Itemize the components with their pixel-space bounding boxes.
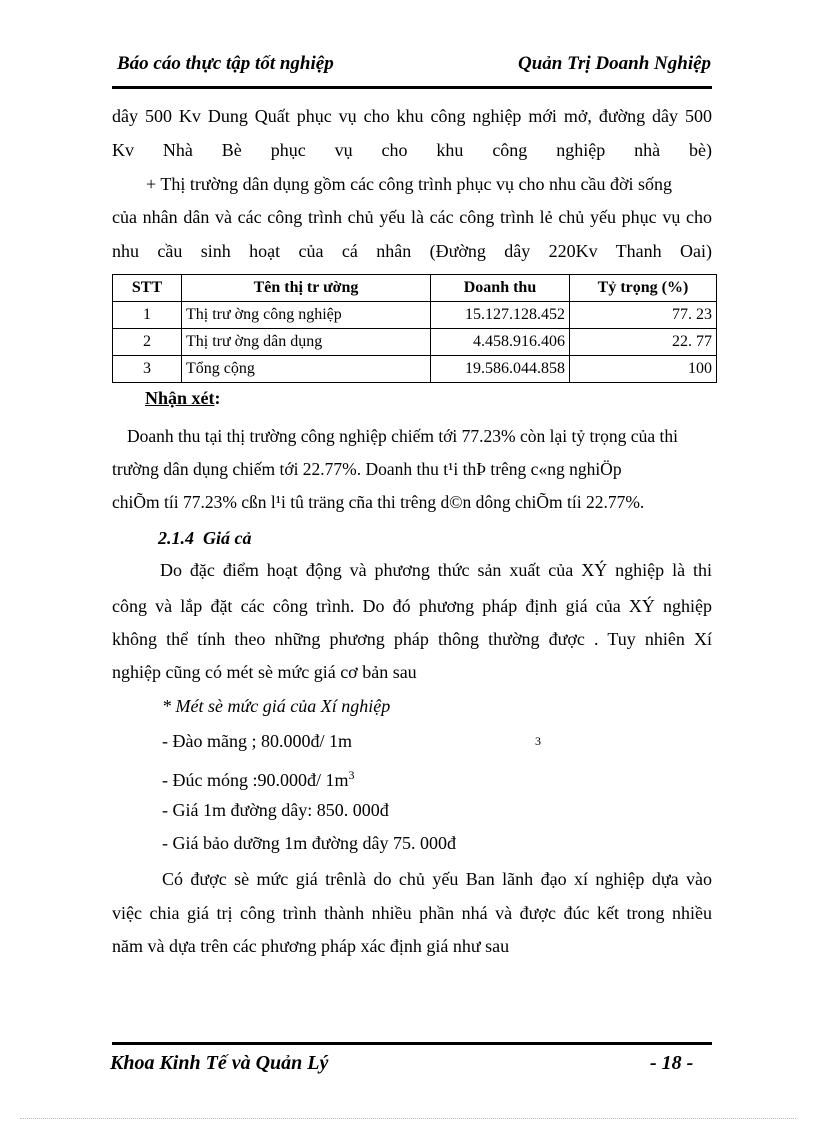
price-line: công và lắp đặt các công trình. Do đó phương pháp định giá của XÝ nghiệp: [112, 596, 712, 616]
table-header-row: [113, 275, 717, 302]
footer-left: Khoa Kinh Tế và Quản Lý: [110, 1052, 329, 1074]
price-item: [162, 765, 355, 790]
cell-revenue: 19.586.044.858: [431, 356, 570, 383]
remark-line: trường dân dụng chiếm tới 22.77%. Doanh thu t¹i thÞ trêng c«ng nghiÖp: [112, 459, 622, 479]
col-header-share: Tỷ trọng (%): [570, 275, 717, 302]
price-item: - Giá 1m đường dây: 850. 000đ: [162, 800, 389, 820]
col-header-stt: STT: [113, 275, 182, 302]
price-item-sup: 3: [535, 734, 541, 748]
paragraph-line: + Thị trường dân dụng gồm các công trình phục vụ cho nhu cầu đời sống: [146, 174, 673, 194]
header-left: Báo cáo thực tập tốt nghiệp: [117, 53, 334, 74]
cell-stt: 2: [113, 329, 182, 356]
cell-market: Thị trư ờng dân dụng: [182, 329, 431, 356]
cell-share: 22. 77: [570, 329, 717, 356]
price-item: - Đào mãng ; 80.000đ/ 1m: [162, 731, 352, 751]
footer-right: - 18 -: [650, 1052, 694, 1074]
remark-title-text: Nhận xét: [145, 388, 215, 408]
header-rule: [112, 86, 712, 89]
cell-market: Thị trư ờng công nghiệp: [182, 302, 431, 329]
section-number: 2.1.4: [158, 528, 194, 548]
table-row: [113, 356, 717, 383]
remark-title: [145, 388, 221, 408]
price-line: Do đặc điểm hoạt động và phương thức sản xuất của XÝ nghiệp là thi: [160, 560, 712, 580]
col-header-market: Tên thị tr ường: [182, 275, 431, 302]
paragraph-line: của nhân dân và các công trình chủ yếu là các công trình lẻ chủ yếu phục vụ cho: [112, 207, 712, 227]
paragraph-line: Kv Nhà Bè phục vụ cho khu công nghiệp nhà bè): [112, 140, 712, 160]
page-edge-divider: [20, 1118, 796, 1119]
price-line: không thể tính theo những phương pháp thông thường được . Tuy nhiên Xí: [112, 629, 712, 649]
remark-colon: :: [214, 388, 221, 408]
cell-stt: 3: [113, 356, 182, 383]
cell-revenue: 4.458.916.406: [431, 329, 570, 356]
footer-rule: [112, 1042, 712, 1045]
header-right: Quản Trị Doanh Nghiệp: [518, 53, 712, 74]
paragraph-line: dây 500 Kv Dung Quất phục vụ cho khu công nghiệp mới mở, đường dây 500: [112, 106, 712, 126]
table-row: [113, 302, 717, 329]
table-row: [113, 329, 717, 356]
cell-market: Tổng cộng: [182, 356, 431, 383]
conclusion-line: Có được sè mức giá trênlà do chủ yếu Ban lãnh đạo xí nghiệp dựa vào: [162, 869, 712, 889]
price-subheading: * Mét sè mức giá của Xí nghiệp: [162, 696, 391, 716]
price-item-sup: 3: [348, 768, 355, 782]
section-title: Giá cả: [203, 528, 252, 548]
section-heading: [158, 528, 252, 548]
cell-revenue: 15.127.128.452: [431, 302, 570, 329]
conclusion-line: năm và dựa trên các phương pháp xác định giá như sau: [112, 936, 510, 956]
price-item-text: - Đúc móng :90.000đ/ 1m: [162, 770, 349, 790]
remark-line: Doanh thu tại thị trường công nghiệp chiếm tới 77.23% còn lại tỷ trọng của thi: [127, 426, 678, 446]
price-item: - Giá bảo dưỡng 1m đường dây 75. 000đ: [162, 833, 457, 853]
col-header-revenue: Doanh thu: [431, 275, 570, 302]
cell-share: 77. 23: [570, 302, 717, 329]
paragraph-line: nhu cầu sinh hoạt của cá nhân (Đường dây 220Kv Thanh Oai): [112, 241, 712, 261]
cell-share: 100: [570, 356, 717, 383]
conclusion-line: việc chia giá trị công trình thành nhiều phần nhá và được đúc kết trong nhiều: [112, 903, 712, 923]
cell-stt: 1: [113, 302, 182, 329]
market-table: [112, 274, 717, 383]
price-line: nghiệp cũng có mét sè mức giá cơ bản sau: [112, 662, 417, 682]
remark-line: chiÕm tíi 77.23% cßn l¹i tû träng cña thi trêng d©n dông chiÕm tíi 22.77%.: [112, 492, 645, 512]
